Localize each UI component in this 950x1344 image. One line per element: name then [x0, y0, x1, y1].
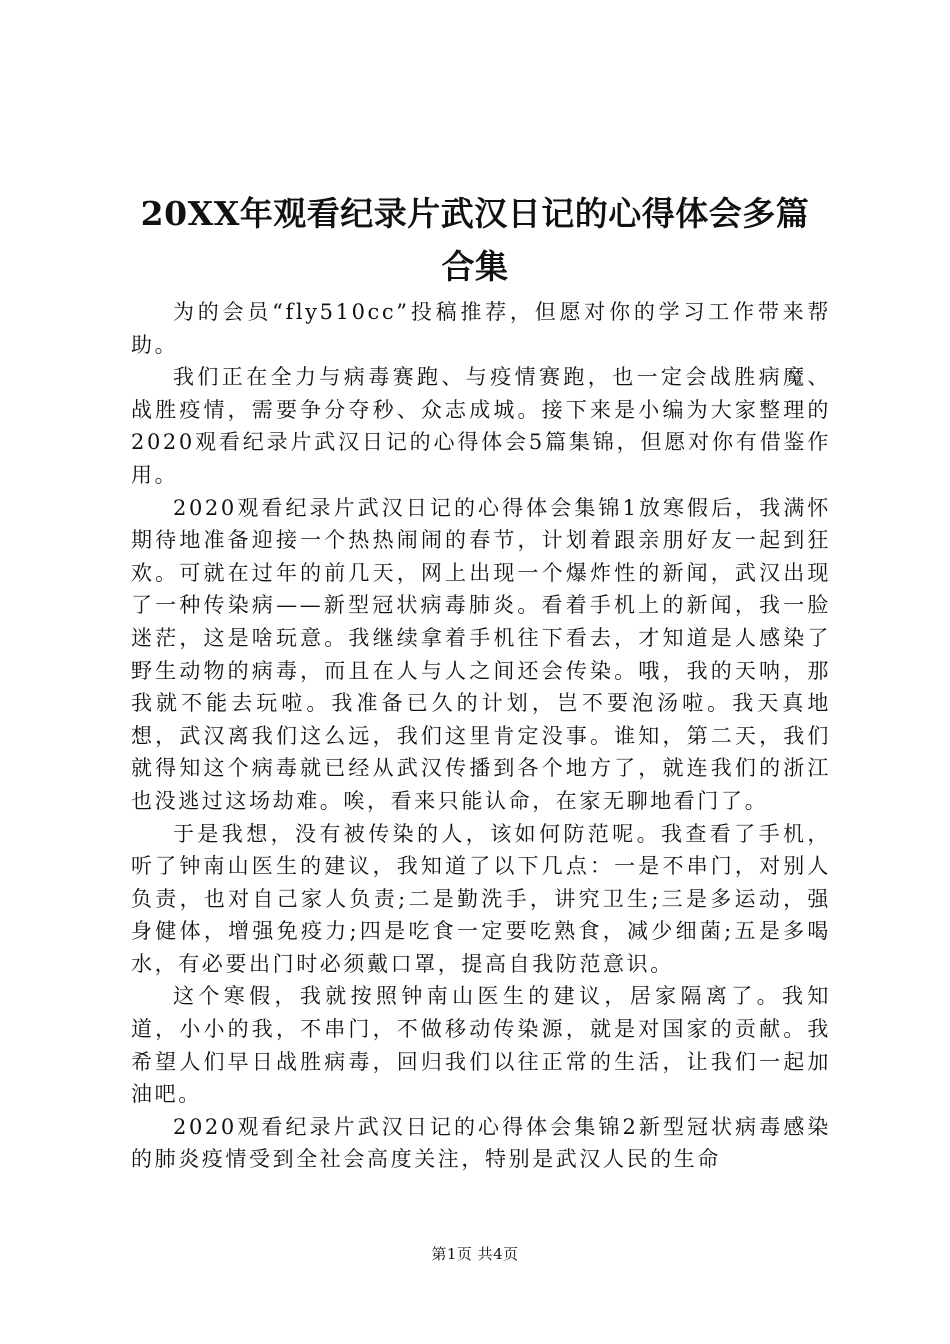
document-title-line-1: 20XX年观看纪录片武汉日记的心得体会多篇: [140, 194, 810, 233]
paragraph-intro: 为的会员“fly510cc”投稿推荐，但愿对你的学习工作带来帮助。: [131, 300, 831, 357]
paragraph-preface: 我们正在全力与病毒赛跑、与疫情赛跑，也一定会战胜病魔、战胜疫情，需要争分夺秒、众志成城。接下来是小编为大家整理的2020观看纪录片武汉日记的心得体会5篇集锦，但愿对你有借鉴作用。: [131, 365, 831, 487]
paragraph-essay-1-part-3: 这个寒假，我就按照钟南山医生的建议，居家隔离了。我知道，小小的我，不串门，不做移动传染源，就是对国家的贡献。我希望人们早日战胜病毒，回归我们以往正常的生活，让我们一起加油吧。: [131, 984, 831, 1107]
paragraph-essay-1-part-1: 2020观看纪录片武汉日记的心得体会集锦1放寒假后，我满怀期待地准备迎接一个热热闹闹的春节，计划着跟亲朋好友一起到狂欢。可就在过年的前几天，网上出现一个爆炸性的新闻，武汉出现了一种传染病——新型冠状病毒肺炎。看着手机上的新闻，我一脸迷茫，这是啥玩意。我继续拿着手机往下看去，才知道是人感染了野生动物的病毒，而且在人与人之间还会传染。哦，我的天呐，那我就不能去玩啦。我准备已久的计划，岂不要泡汤啦。我天真地想，武汉离我们这么远，我们这里肯定没事。谁知，第二天，我们就得知这个病毒就已经从武汉传播到各个地方了，就连我们的浙江也没逃过这场劫难。唉，看来只能认命，在家无聊地看门了。: [131, 495, 831, 813]
document-body: [131, 296, 831, 1176]
document-title-line-2: 合集: [441, 247, 509, 286]
paragraph-essay-2-start: 2020观看纪录片武汉日记的心得体会集锦2新型冠状病毒感染的肺炎疫情受到全社会高度关注，特别是武汉人民的生命: [131, 1114, 831, 1172]
paragraph-essay-1-part-2: 于是我想，没有被传染的人，该如何防范呢。我查看了手机，听了钟南山医生的建议，我知道了以下几点：一是不串门，对别人负责，也对自己家人负责;二是勤洗手，讲究卫生;三是多运动，强身健体，增强免疫力;四是吃食一定要吃熟食，减少细菌;五是多喝水，有必要出门时必须戴口罩，提高自我防范意识。: [131, 821, 831, 976]
page-number-footer: 第1页 共4页: [431, 1245, 519, 1263]
